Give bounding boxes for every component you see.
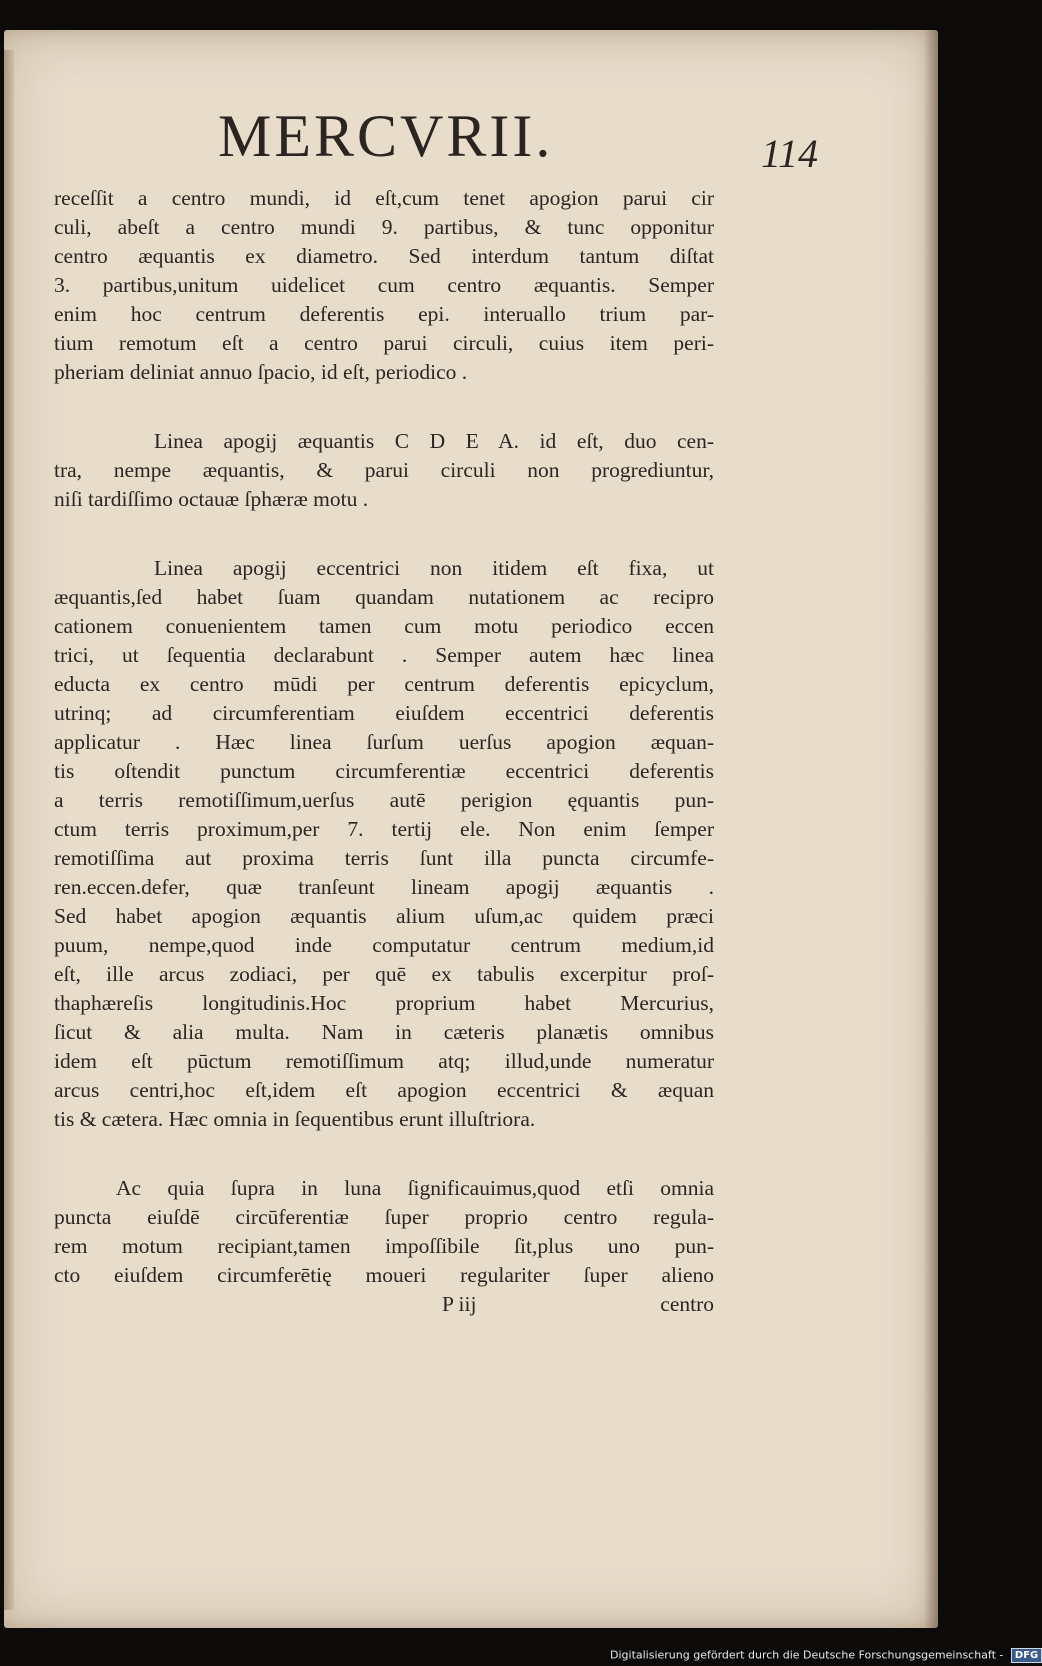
text-line: centro æquantis ex diametro. Sed interdum tantum diſtat — [54, 244, 714, 268]
text-line: ctum terris proximum,per 7. tertij ele. Non enim ſemper — [54, 817, 714, 841]
catch-line — [54, 1290, 714, 1319]
digitization-credit — [610, 1648, 1042, 1663]
text-line: idem eſt pūctum remotiſſimum atq; illud,unde numeratur — [54, 1049, 714, 1073]
text-line: cto eiuſdem circumferētię moueri regulariter ſuper alieno — [54, 1263, 714, 1287]
text-line: educta ex centro mūdi per centrum deferentis epicyclum, — [54, 672, 714, 696]
text-line: tra, nempe æquantis, & parui circuli non progrediuntur, — [54, 458, 714, 482]
text-line: pheriam deliniat annuo ſpacio, id eſt, periodico . — [54, 360, 468, 384]
text-line: tium remotum eſt a centro parui circuli, cuius item peri- — [54, 331, 714, 355]
text-line: remotiſſima aut proxima terris ſunt illa puncta circumfe- — [54, 846, 714, 870]
running-head: MERCVRII. — [218, 103, 554, 169]
text-line: enim hoc centrum deferentis epi. interuallo trium par- — [54, 302, 714, 326]
text-line: Ac quia ſupra in luna ſignificauimus,quod etſi omnia — [116, 1176, 714, 1200]
text-line: ren.eccen.defer, quæ tranſeunt lineam apogij æquantis . — [54, 875, 714, 899]
text-line: puum, nempe,quod inde computatur centrum medium,id — [54, 933, 714, 957]
paragraph — [54, 184, 714, 387]
text-line: æquantis,ſed habet ſuam quandam nutationem ac recipro — [54, 585, 714, 609]
text-line: niſi tardiſſimo octauæ ſphæræ motu . — [54, 487, 369, 511]
text-line: receſſit a centro mundi, id eſt,cum tenet apogion parui cir — [54, 186, 714, 210]
page-gutter-shadow — [924, 30, 938, 1628]
page-left-edge — [4, 50, 14, 1610]
text-line: thaphæreſis longitudinis.Hoc proprium habet Mercurius, — [54, 991, 714, 1015]
text-line: Linea apogij eccentrici non itidem eſt fixa, ut — [154, 556, 714, 580]
text-line: tis oſtendit punctum circumferentiæ eccentrici deferentis — [54, 759, 714, 783]
body-text — [54, 184, 714, 1319]
text-line: trici, ut ſequentia declarabunt . Semper autem hæc linea — [54, 643, 714, 667]
text-line: Sed habet apogion æquantis alium uſum,ac quidem præci — [54, 904, 714, 928]
text-line: puncta eiuſdē circūferentiæ ſuper proprio centro regula- — [54, 1205, 714, 1229]
catchword: centro — [660, 1292, 714, 1316]
text-line: rem motum recipiant,tamen impoſſibile ſit,plus uno pun- — [54, 1234, 714, 1258]
dfg-logo: DFG — [1011, 1648, 1042, 1663]
text-line: 3. partibus,unitum uidelicet cum centro æquantis. Semper — [54, 273, 714, 297]
text-line: arcus centri,hoc eſt,idem eſt apogion eccentrici & æquan — [54, 1078, 714, 1102]
signature-mark: P iij — [442, 1292, 477, 1316]
text-line: culi, abeſt a centro mundi 9. partibus, & tunc opponitur — [54, 215, 714, 239]
text-line: eſt, ille arcus zodiaci, per quē ex tabulis excerpitur proſ- — [54, 962, 714, 986]
text-line: applicatur . Hæc linea ſurſum uerſus apogion æquan- — [54, 730, 714, 754]
credit-text: Digitalisierung gefördert durch die Deutsche Forschungsgemeinschaft - — [610, 1648, 1004, 1662]
text-line: tis & cætera. Hæc omnia in ſequentibus erunt illuſtriora. — [54, 1107, 536, 1131]
paragraph — [54, 427, 714, 514]
text-line: utrinq; ad circumferentiam eiuſdem eccentrici deferentis — [54, 701, 714, 725]
paragraph — [54, 554, 714, 1134]
page-number: 114 — [761, 131, 819, 176]
text-line: a terris remotiſſimum,uerſus autē perigion ęquantis pun- — [54, 788, 714, 812]
text-line: cationem conuenientem tamen cum motu periodico eccen — [54, 614, 714, 638]
book-page — [4, 30, 938, 1628]
text-line: ſicut & alia multa. Nam in cæteris planætis omnibus — [54, 1020, 714, 1044]
text-line: Linea apogij æquantis C D E A. id eſt, duo cen- — [154, 429, 714, 453]
paragraph — [54, 1174, 714, 1290]
